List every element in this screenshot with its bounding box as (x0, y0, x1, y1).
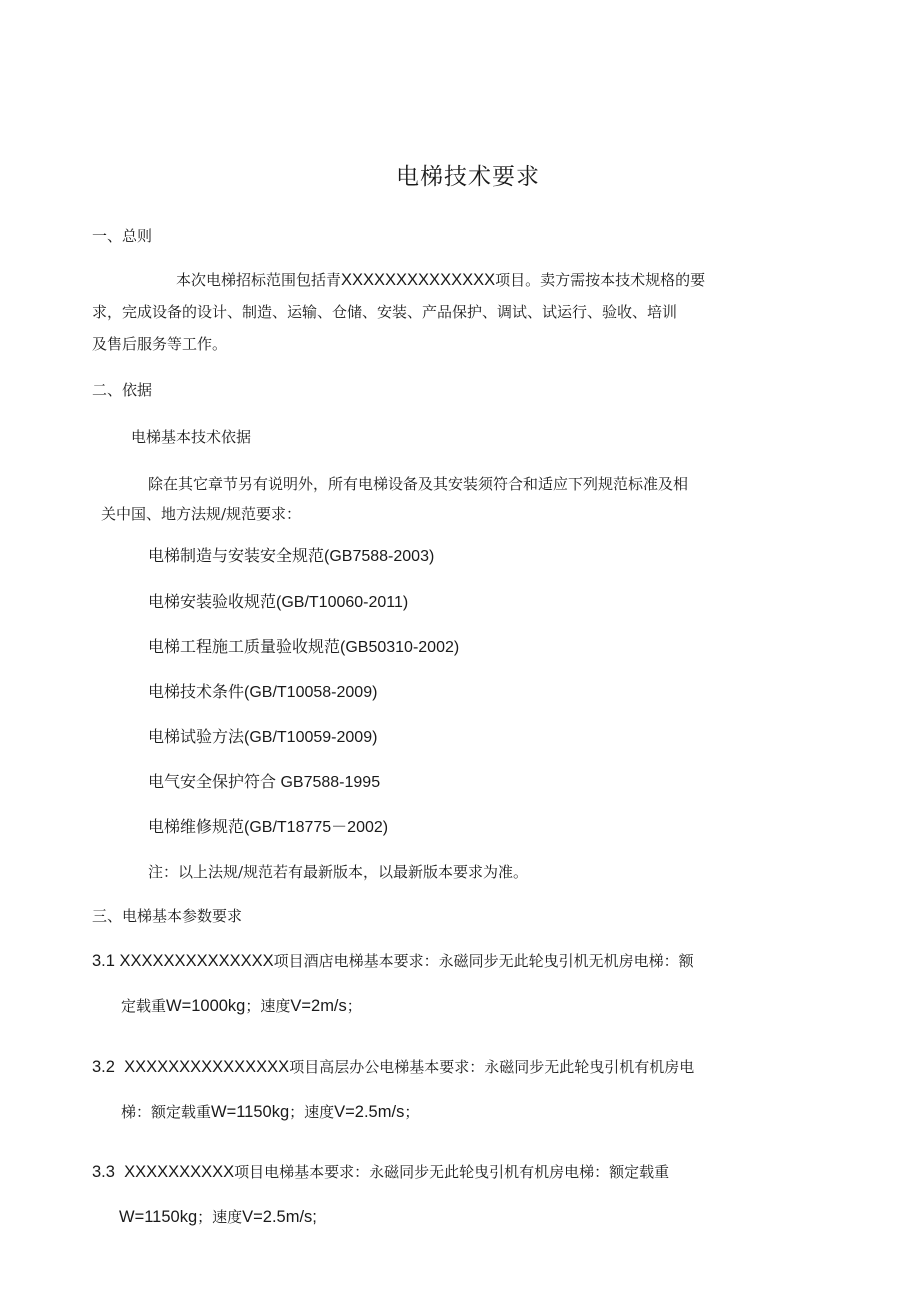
standard-code: (GB/T10060-2011) (276, 594, 409, 611)
standard-item (148, 772, 380, 793)
standard-code: (GB/T18775－2002) (244, 819, 389, 836)
standard-name: 电梯工程施工质量验收规范 (148, 637, 341, 656)
standard-code: (GB/T10058-2009) (244, 684, 378, 701)
basis-paragraph-line-2: 关中国、地方法规/规范要求： (101, 505, 302, 523)
param-item-line-1 (92, 1057, 694, 1077)
section-heading-basis: 二、依据 (92, 381, 153, 399)
param-item-line-1 (92, 1162, 669, 1182)
document-title: 电梯技术要求 (396, 164, 540, 190)
standard-name: 电梯制造与安装安全规范 (148, 546, 325, 565)
general-project-code: XXXXXXXXXXXXXX (341, 271, 496, 289)
general-paragraph-line-1 (176, 270, 705, 290)
param-load-value: W=1000kg (166, 997, 246, 1015)
param-load-value: W=1150kg (211, 1103, 290, 1121)
param-item-line-2 (121, 1102, 419, 1122)
standard-item (148, 682, 377, 703)
standard-name: 电梯维修规范 (148, 817, 245, 836)
param-speed-value: V=2m/s (290, 997, 347, 1015)
param-item-code: XXXXXXXXXXXXXXX (124, 1058, 290, 1076)
general-paragraph-line-3: 及售后服务等工作。 (92, 335, 228, 353)
standard-code: GB7588-1995 (276, 774, 381, 791)
standard-code: (GB50310-2002) (340, 639, 460, 656)
param-item-line-1 (92, 951, 694, 971)
param-item-code: XXXXXXXXXXXXXX (119, 952, 274, 970)
standard-name: 电梯安装验收规范 (148, 592, 277, 611)
param-line-end: ； (346, 997, 362, 1015)
basis-paragraph-line-1: 除在其它章节另有说明外，所有电梯设备及其安装须符合和适应下列规范标准及相 (148, 475, 689, 493)
param-load-value: W=1150kg (119, 1208, 198, 1226)
param-label-speed: ；速度 (245, 997, 291, 1015)
param-label-load: 梯：额定载重 (121, 1103, 212, 1121)
standard-name: 电气安全保护符合 (148, 772, 277, 791)
section-heading-parameters: 三、电梯基本参数要求 (92, 907, 243, 925)
param-label-load: 定载重 (121, 997, 167, 1015)
param-item-number: 3.1 (92, 952, 115, 970)
basis-subheading: 电梯基本技术依据 (131, 428, 252, 446)
standard-code: (GB7588-2003) (324, 548, 435, 565)
param-speed-value: V=2.5m/s; (242, 1208, 317, 1226)
general-paragraph-line-2: 求，完成设备的设计、制造、运输、仓储、安装、产品保护、调试、试运行、验收、培训 (92, 303, 678, 321)
standard-item (148, 592, 408, 613)
standard-name: 电梯技术条件 (148, 682, 245, 701)
param-item-line-2 (121, 996, 362, 1016)
standard-item (148, 546, 434, 567)
param-speed-value: V=2.5m/s (334, 1103, 405, 1121)
param-line-end: ； (404, 1103, 420, 1121)
standard-name: 电梯试验方法 (148, 727, 245, 746)
param-item-text: 项目酒店电梯基本要求：永磁同步无此轮曳引机无机房电梯：额 (273, 952, 694, 970)
standard-item (148, 637, 459, 658)
standards-note: 注：以上法规/规范若有最新版本，以最新版本要求为准。 (148, 863, 529, 881)
section-heading-general: 一、总则 (92, 227, 153, 245)
param-label-speed: ；速度 (289, 1103, 335, 1121)
standard-item (148, 817, 388, 838)
param-item-text: 项目电梯基本要求：永磁同步无此轮曳引机有机房电梯：额定载重 (234, 1163, 670, 1181)
general-line1-suffix: 项目。卖方需按本技术规格的要 (495, 271, 706, 289)
standard-item (148, 727, 377, 748)
param-item-code: XXXXXXXXXX (124, 1163, 235, 1181)
param-item-text: 项目高层办公电梯基本要求：永磁同步无此轮曳引机有机房电 (289, 1058, 695, 1076)
param-item-line-2 (119, 1207, 317, 1227)
general-line1-prefix: 本次电梯招标范围包括青 (176, 271, 342, 289)
param-item-number: 3.3 (92, 1163, 115, 1181)
param-item-number: 3.2 (92, 1058, 115, 1076)
standard-code: (GB/T10059-2009) (244, 729, 378, 746)
param-label-speed: ；速度 (197, 1208, 243, 1226)
